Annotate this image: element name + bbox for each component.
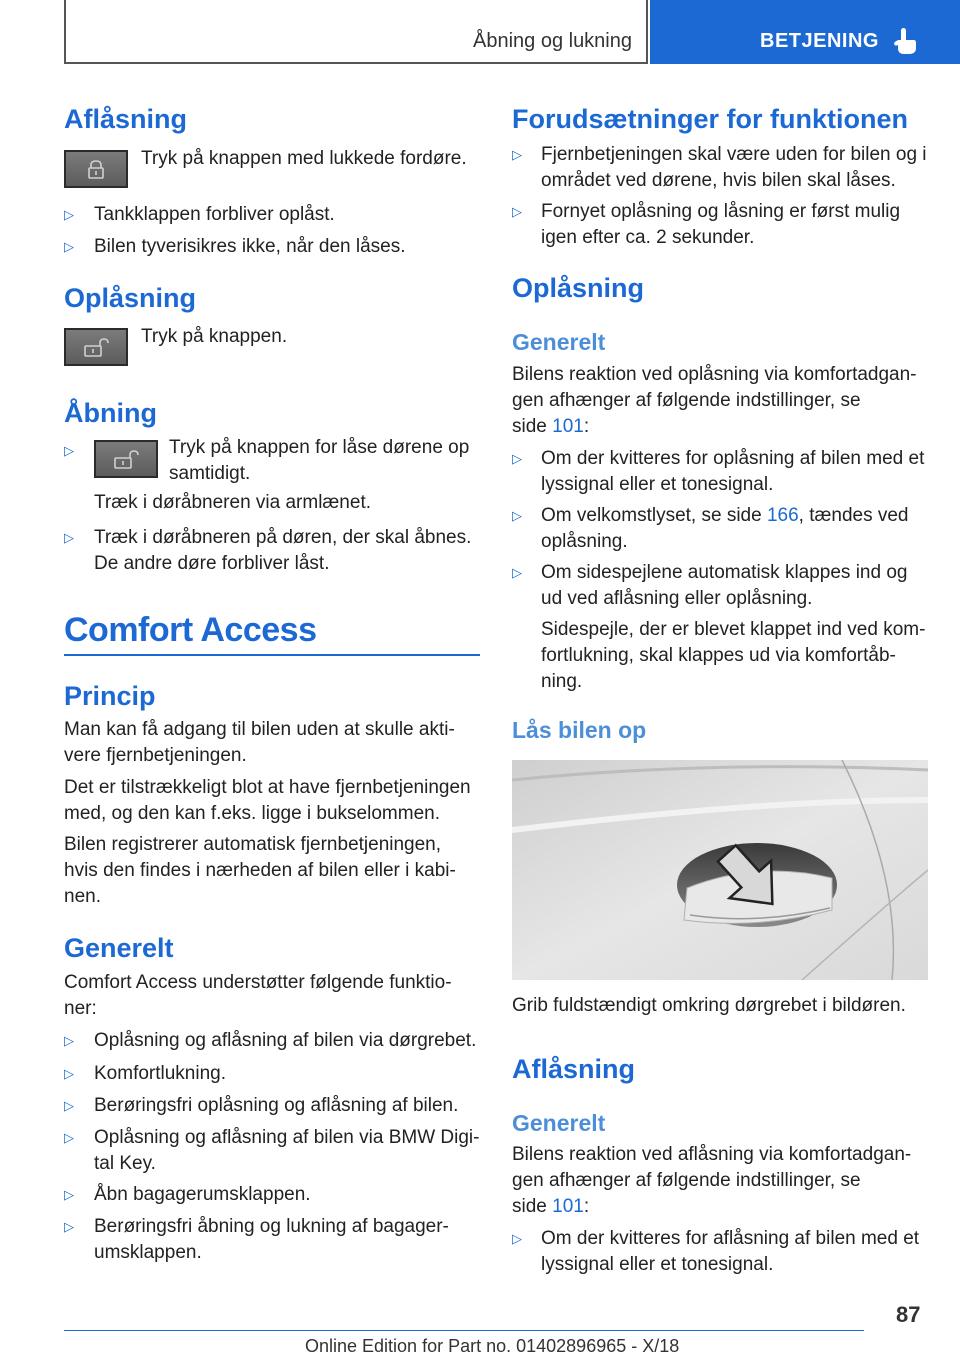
aabning-item1-line2: samtidigt. bbox=[169, 463, 251, 484]
heading-oplaasning-right: Oplåsning bbox=[512, 273, 645, 303]
heading-aflaasning: Aflåsning bbox=[64, 104, 188, 134]
aabning-item1-line1: Tryk på knappen for låse dørene op bbox=[169, 437, 470, 458]
list-item-sub: Sidespejle, der er blevet klappet ind ved kom-fortlukning, skal klappes ud via komfortåb-ning. bbox=[541, 619, 926, 692]
page-ref-link[interactable]: 166 bbox=[766, 505, 799, 526]
list-item: ▷ Fornyet oplåsning og låsning er først mulig igen efter ca. 2 sekunder. bbox=[512, 201, 901, 248]
triangle-right-icon: ▷ bbox=[512, 1231, 522, 1246]
triangle-right-icon: ▷ bbox=[64, 1098, 74, 1113]
image-caption: Grib fuldstændigt omkring dørgrebet i bildøren. bbox=[512, 995, 906, 1016]
generelt-paragraph: Comfort Access understøtter følgende funktio-ner: bbox=[64, 972, 452, 1019]
lock-icon bbox=[85, 159, 107, 179]
unlock-icon bbox=[113, 449, 139, 469]
heading-oplaasning: Oplåsning bbox=[64, 283, 197, 313]
list-item: ▷ Åbn bagagerumsklappen. bbox=[64, 1182, 480, 1208]
triangle-right-icon: ▷ bbox=[512, 565, 522, 580]
unlock-button-image bbox=[64, 328, 128, 366]
door-handle-image bbox=[512, 760, 928, 980]
header-chapter-tab[interactable] bbox=[650, 0, 960, 64]
triangle-right-icon: ▷ bbox=[64, 1130, 74, 1145]
aflaasning-paragraph: Bilens reaktion ved aflåsning via komfortadgan-gen afhænger af følgende indstillinger, se side 101: bbox=[512, 1144, 912, 1217]
list-item: ▷ Fjernbetjeningen skal være uden for bilen og i området ved dørene, hvis bilen skal låses. bbox=[512, 144, 927, 191]
triangle-right-icon: ▷ bbox=[64, 239, 74, 254]
oplaasning-instruction: Tryk på knappen. bbox=[141, 326, 288, 347]
triangle-right-icon: ▷ bbox=[64, 207, 74, 222]
unlock-icon bbox=[83, 337, 109, 357]
oplaasning-paragraph: Bilens reaktion ved oplåsning via komfortadgan-gen afhænger af følgende indstillinger, se side 101: bbox=[512, 364, 917, 437]
list-item: ▷ Tankklappen forbliver oplåst. bbox=[64, 202, 480, 228]
heading-forudsaetninger: Forudsætninger for funktionen bbox=[512, 104, 908, 134]
princip-paragraph-2: Det er tilstrækkeligt blot at have fjernbetjeningen med, og den kan f.eks. ligge i bukselommen. bbox=[64, 777, 471, 824]
page-number: 87 bbox=[896, 1302, 921, 1327]
triangle-right-icon: ▷ bbox=[64, 1033, 74, 1048]
list-item: ▷ Oplåsning og aflåsning af bilen via dørgrebet. bbox=[64, 1028, 480, 1054]
triangle-right-icon: ▷ bbox=[64, 1066, 74, 1081]
list-item: ▷ Berøringsfri åbning og lukning af bagager-umsklappen. bbox=[64, 1216, 449, 1263]
triangle-right-icon: ▷ bbox=[512, 451, 522, 466]
list-item: ▷ Om der kvitteres for aflåsning af bilen med et lyssignal eller et tonesignal. bbox=[512, 1228, 920, 1275]
princip-paragraph-3: Bilen registrerer automatisk fjernbetjeningen, hvis den findes i nærheden af bilen eller i kabi-nen. bbox=[64, 834, 456, 907]
triangle-right-icon: ▷ bbox=[64, 1187, 74, 1202]
subheading-generelt-2: Generelt bbox=[512, 1110, 606, 1136]
header-section-title: Åbning og lukning bbox=[472, 30, 632, 52]
list-item: ▷ Oplåsning og aflåsning af bilen via BMW Digi-tal Key. bbox=[64, 1127, 480, 1174]
princip-paragraph-1: Man kan få adgang til bilen uden at skulle akti-vere fjernbetjeningen. bbox=[64, 719, 455, 766]
triangle-right-icon: ▷ bbox=[512, 508, 522, 523]
subheading-laas-bilen-op: Lås bilen op bbox=[512, 717, 647, 743]
list-item: ▷ Om der kvitteres for oplåsning af bilen med et lyssignal eller et tonesignal. bbox=[512, 448, 925, 495]
header-chapter-title: BETJENING bbox=[760, 30, 879, 52]
triangle-right-icon: ▷ bbox=[64, 1219, 74, 1234]
triangle-right-icon: ▷ bbox=[64, 530, 74, 545]
subheading-generelt: Generelt bbox=[512, 329, 606, 355]
triangle-right-icon: ▷ bbox=[512, 147, 522, 162]
heading-generelt: Generelt bbox=[64, 933, 174, 963]
list-item: ▷ Om sidespejlene automatisk klappes ind og ud ved aflåsning eller oplåsning. bbox=[512, 562, 908, 609]
footer-edition: Online Edition for Part no. 01402896965 - X/18 bbox=[305, 1336, 680, 1356]
page-title-comfort-access: Comfort Access bbox=[64, 611, 317, 649]
page-ref-link[interactable]: 101 bbox=[552, 416, 584, 437]
list-item: ▷ Bilen tyverisikres ikke, når den låses. bbox=[64, 234, 480, 260]
triangle-right-icon: ▷ bbox=[512, 204, 522, 219]
aflaasning-instruction: Tryk på knappen med lukkede fordøre. bbox=[141, 148, 467, 169]
heading-aabning: Åbning bbox=[64, 398, 157, 428]
title-rule bbox=[64, 654, 480, 656]
unlock-button-image bbox=[94, 440, 158, 478]
list-item: ▷ Om velkomstlyset, se side 166, tændes ved oplåsning. bbox=[512, 505, 909, 552]
header-section-box bbox=[64, 0, 648, 64]
hand-icon bbox=[894, 26, 918, 56]
list-item: ▷ Komfortlukning. bbox=[64, 1061, 480, 1087]
heading-aflaasning-right: Aflåsning bbox=[512, 1054, 636, 1084]
aabning-item1-sub: Træk i døråbneren via armlænet. bbox=[94, 492, 372, 513]
heading-princip: Princip bbox=[64, 681, 156, 711]
list-item: ▷ Træk i døråbneren på døren, der skal åbnes. De andre døre forbliver låst. bbox=[64, 527, 472, 574]
footer-rule bbox=[64, 1330, 864, 1331]
lock-button-image bbox=[64, 150, 128, 188]
list-item: ▷ Berøringsfri oplåsning og aflåsning af bilen. bbox=[64, 1093, 480, 1119]
page-ref-link[interactable]: 101 bbox=[552, 1196, 584, 1217]
